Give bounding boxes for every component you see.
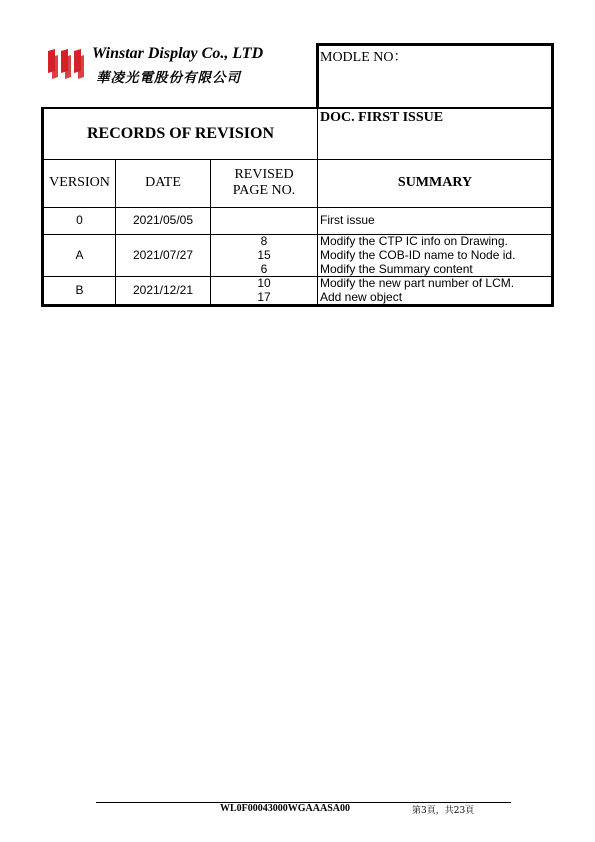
company-name-english: Winstar Display Co., LTD (92, 45, 264, 62)
footer-page-info: 第3頁，共23頁 (412, 806, 475, 816)
row-a-page-1: 8 (260, 234, 268, 248)
company-name-chinese: 華凌光電股份有限公司 (96, 70, 241, 86)
row-b-page-2: 17 (257, 290, 271, 304)
header-row-bottom-border (42, 207, 553, 208)
row-b-pages (211, 276, 317, 304)
row-b-summary-1: Modify the new part number of LCM. (320, 276, 515, 290)
row-a-summary-2: Modify the COB-ID name to Node id. (320, 248, 516, 262)
row-a-version: A (75, 248, 84, 262)
row-a-summary (320, 234, 515, 276)
row-b-page-1: 10 (257, 276, 271, 290)
column-header-revised-page (211, 167, 317, 199)
table-bottom-border (41, 304, 554, 307)
row-b-summary (320, 276, 514, 304)
column-header-summary: SUMMARY (397, 175, 473, 190)
column-header-revised-line1: REVISED (234, 167, 294, 182)
model-no-label: MODLE NO： (320, 50, 408, 65)
row-0-version: 0 (76, 213, 83, 227)
row-0-date: 2021/05/05 (132, 213, 194, 227)
row-a-pages (211, 234, 317, 276)
model-box-left-border (316, 43, 319, 109)
row-a-page-2: 15 (257, 248, 271, 262)
records-of-revision-title: RECORDS OF REVISION (87, 125, 274, 142)
row-a-summary-3: Modify the Summary content (320, 262, 473, 276)
column-header-revised-line2: PAGE NO. (232, 183, 296, 198)
records-top-border (41, 107, 554, 109)
row-a-page-3: 6 (260, 262, 268, 276)
row-b-date: 2021/12/21 (132, 283, 194, 297)
records-bottom-border (42, 159, 553, 160)
row-b-version: B (75, 283, 84, 297)
row-a-summary-1: Modify the CTP IC info on Drawing. (320, 234, 508, 248)
winstar-logo-icon (46, 47, 90, 79)
doc-first-issue-label: DOC. FIRST ISSUE (320, 110, 444, 125)
column-header-version: VERSION (49, 175, 110, 190)
footer-doc-number: WL0F00043000WGAAASA00 (220, 803, 351, 814)
column-header-date: DATE (145, 175, 181, 190)
row-b-summary-2: Add new object (320, 290, 403, 304)
row-0-summary: First issue (320, 213, 375, 227)
row-a-date: 2021/07/27 (132, 248, 194, 262)
